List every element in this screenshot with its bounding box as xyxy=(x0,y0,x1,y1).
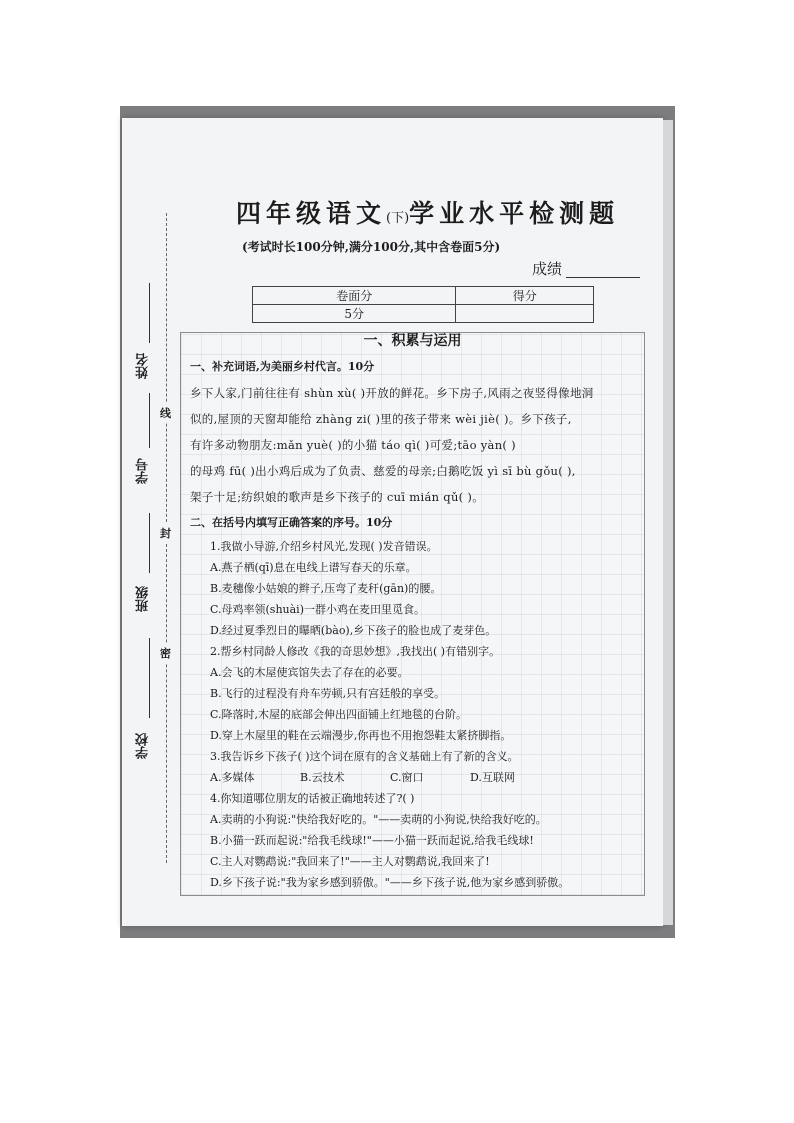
q1-line-1: 乡下人家,门前往往有 shùn xù( )开放的鲜花。乡下房子,风雨之夜竖得像地洞 xyxy=(190,386,594,400)
score-table-header-2: 得分 xyxy=(456,287,594,305)
field-id-line[interactable] xyxy=(149,393,150,448)
q1-line-3: 有许多动物朋友:mǎn yuè( )的小猫 táo qì( )可爱;tāo yàn( ) xyxy=(190,438,516,452)
score-table-header-1: 卷面分 xyxy=(253,287,456,305)
field-name-line[interactable] xyxy=(149,283,150,343)
score-table xyxy=(252,286,594,323)
q2-item: A.会飞的木屋使宾馆失去了存在的必要。 xyxy=(210,666,409,679)
q2-option: A.多媒体 xyxy=(210,771,255,784)
adjacent-page-edge xyxy=(663,120,673,925)
field-id-label: 学号 xyxy=(136,458,151,484)
field-school-label: 学校 xyxy=(136,733,151,759)
score-blank[interactable] xyxy=(566,277,640,278)
title-main-a: 四年级语文 xyxy=(236,199,387,228)
question-1-heading: 一、补充词语,为美丽乡村代言。10分 xyxy=(190,360,375,373)
title-main-b: 学业水平检测题 xyxy=(409,199,620,228)
q2-option: C.窗口 xyxy=(390,771,424,784)
score-label: 成绩 xyxy=(532,260,563,278)
binding-word-line: 线 xyxy=(160,403,171,423)
q2-item: D.穿上木屋里的鞋在云端漫步,你再也不用抱怨鞋太紧挤脚指。 xyxy=(210,729,512,742)
page-title xyxy=(236,194,620,230)
q2-item: A.卖萌的小狗说:"快给我好吃的。"——卖萌的小狗说,快给我好吃的。 xyxy=(210,813,547,826)
q1-line-5: 架子十足;纺织娘的歌声是乡下孩子的 cuī mián qǔ( )。 xyxy=(190,490,485,504)
q2-item: 4.你知道哪位朋友的话被正确地转述了?( ) xyxy=(210,792,415,805)
exam-note: (考试时长100分钟,满分100分,其中含卷面5分) xyxy=(242,240,501,254)
q2-item: C.降落时,木屋的底部会伸出四面铺上红地毯的台阶。 xyxy=(210,708,468,721)
q2-item: D.乡下孩子说:"我为家乡感到骄傲。"——乡下孩子说,他为家乡感到骄傲。 xyxy=(210,876,570,889)
q2-item: C.母鸡率领(shuài)一群小鸡在麦田里觅食。 xyxy=(210,603,425,616)
binding-word-secret: 密 xyxy=(160,643,171,663)
q2-item: B.飞行的过程没有舟车劳顿,只有宫廷般的享受。 xyxy=(210,687,446,700)
question-2-heading: 二、在括号内填写正确答案的序号。10分 xyxy=(190,516,393,529)
q2-option: D.互联网 xyxy=(470,771,515,784)
photo-background xyxy=(120,106,675,938)
q2-item: C.主人对鹦鹉说:"我回来了!"——主人对鹦鹉说,我回来了! xyxy=(210,855,490,868)
q1-line-2: 似的,屋顶的天窗却能给 zhàng zi( )里的孩子带来 wèi jiè( )。乡下孩子, xyxy=(190,412,572,426)
q2-item: 2.帮乡村同龄人修改《我的奇思妙想》,我找出( )有错别字。 xyxy=(210,645,501,658)
q2-item: B.麦穗像小姑娘的辫子,压弯了麦秆(gān)的腰。 xyxy=(210,582,442,595)
field-class-label: 班级 xyxy=(136,586,151,612)
section-title: 一、积累与运用 xyxy=(363,333,462,349)
field-class-line[interactable] xyxy=(149,513,150,573)
title-sub: (下) xyxy=(386,211,410,226)
q2-item: D.经过夏季烈日的曝晒(bào),乡下孩子的脸也成了麦芽色。 xyxy=(210,624,497,637)
field-name-label: 姓名 xyxy=(136,353,151,379)
q2-item: B.小猫一跃而起说:"给我毛线球!"——小猫一跃而起说,给我毛线球! xyxy=(210,834,534,847)
q1-line-4: 的母鸡 fū( )出小鸡后成为了负责、慈爱的母亲;白鹅吃饭 yì sī bù gǒu( ), xyxy=(190,464,576,478)
q2-item: 3.我告诉乡下孩子( )这个词在原有的含义基础上有了新的含义。 xyxy=(210,750,519,763)
q2-option: B.云技术 xyxy=(300,771,345,784)
field-school-line[interactable] xyxy=(149,638,150,718)
exam-sheet xyxy=(122,118,663,926)
score-table-value-1: 5分 xyxy=(253,305,456,323)
q2-item: 1.我做小导游,介绍乡村风光,发现( )发音错误。 xyxy=(210,540,438,553)
binding-word-seal: 封 xyxy=(160,523,171,543)
score-table-value-2[interactable] xyxy=(456,305,594,323)
q2-item: A.燕子栖(qī)息在电线上谱写春天的乐章。 xyxy=(210,561,417,574)
